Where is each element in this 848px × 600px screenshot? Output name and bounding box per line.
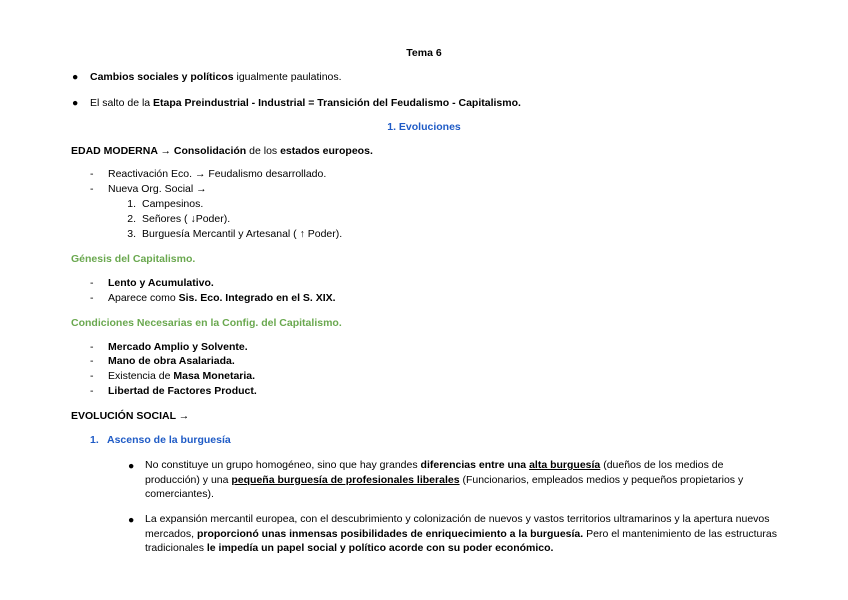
dash-marker: -	[90, 370, 94, 382]
genesis-heading: Génesis del Capitalismo.	[71, 253, 196, 265]
dash-marker: -	[90, 277, 94, 289]
bullet-dot: ●	[128, 460, 135, 472]
paragraph-burguesia-1: No constituye un grupo homogéneo, sino que hay grandes diferencias entre una alta burguesía (dueños de los medios de producción) y una pequeña burguesía de profesionales liberales (Funcionarios, empleados medios y pequeños propietarios y comerciantes).	[145, 459, 744, 500]
numbered-item: 1. Campesinos.	[127, 198, 204, 210]
evolucion-social-heading: EVOLUCIÓN SOCIAL →	[71, 410, 190, 422]
list-item: - Mano de obra Asalariada.	[90, 355, 235, 367]
list-item: - Reactivación Eco. → Feudalismo desarrollado.	[90, 168, 327, 180]
bullet-dot: ●	[128, 514, 135, 526]
list-item: - Aparece como Sis. Eco. Integrado en el S. XIX.	[90, 292, 336, 304]
bullet-dot: ●	[72, 97, 79, 109]
intro-bullet-2: ● El salto de la Etapa Preindustrial - Industrial = Transición del Feudalismo - Capitalismo.	[72, 97, 521, 109]
list-item: - Nueva Org. Social →	[90, 183, 207, 195]
paragraph-burguesia-2: La expansión mercantil europea, con el descubrimiento y colonización de nuevos y vastos territorios ultramarinos y la apertura nuevos mercados, proporcionó unas inmensas posibilidades de enriquecimiento a la burguesía. Pero el mantenimiento de las estructuras tradicionales le impedía un papel social y político acorde con su poder económico.	[145, 513, 777, 554]
dash-marker: -	[90, 385, 94, 397]
edad-moderna-heading: EDAD MODERNA → Consolidación de los estados europeos.	[71, 145, 373, 157]
ascenso-heading: 1. Ascenso de la burguesía	[90, 434, 231, 446]
numbered-item: 3. Burguesía Mercantil y Artesanal ( ↑ Poder).	[127, 228, 343, 240]
dash-marker: -	[90, 183, 94, 195]
numbered-item: 2. Señores ( ↓Poder).	[127, 213, 231, 225]
bullet-dot: ●	[72, 71, 79, 83]
dash-marker: -	[90, 292, 94, 304]
dash-marker: -	[90, 341, 94, 353]
dash-marker: -	[90, 355, 94, 367]
list-item: - Existencia de Masa Monetaria.	[90, 370, 256, 382]
condiciones-heading: Condiciones Necesarias en la Config. del Capitalismo.	[71, 317, 342, 329]
document-title: Tema 6	[406, 47, 442, 59]
section-heading-evoluciones: 1. Evoluciones	[387, 121, 461, 133]
list-item: - Lento y Acumulativo.	[90, 277, 214, 289]
list-item: - Mercado Amplio y Solvente.	[90, 341, 248, 353]
dash-marker: -	[90, 168, 94, 180]
intro-bullet-1: ● Cambios sociales y políticos igualmente paulatinos.	[72, 71, 342, 83]
list-item: - Libertad de Factores Product.	[90, 385, 257, 397]
